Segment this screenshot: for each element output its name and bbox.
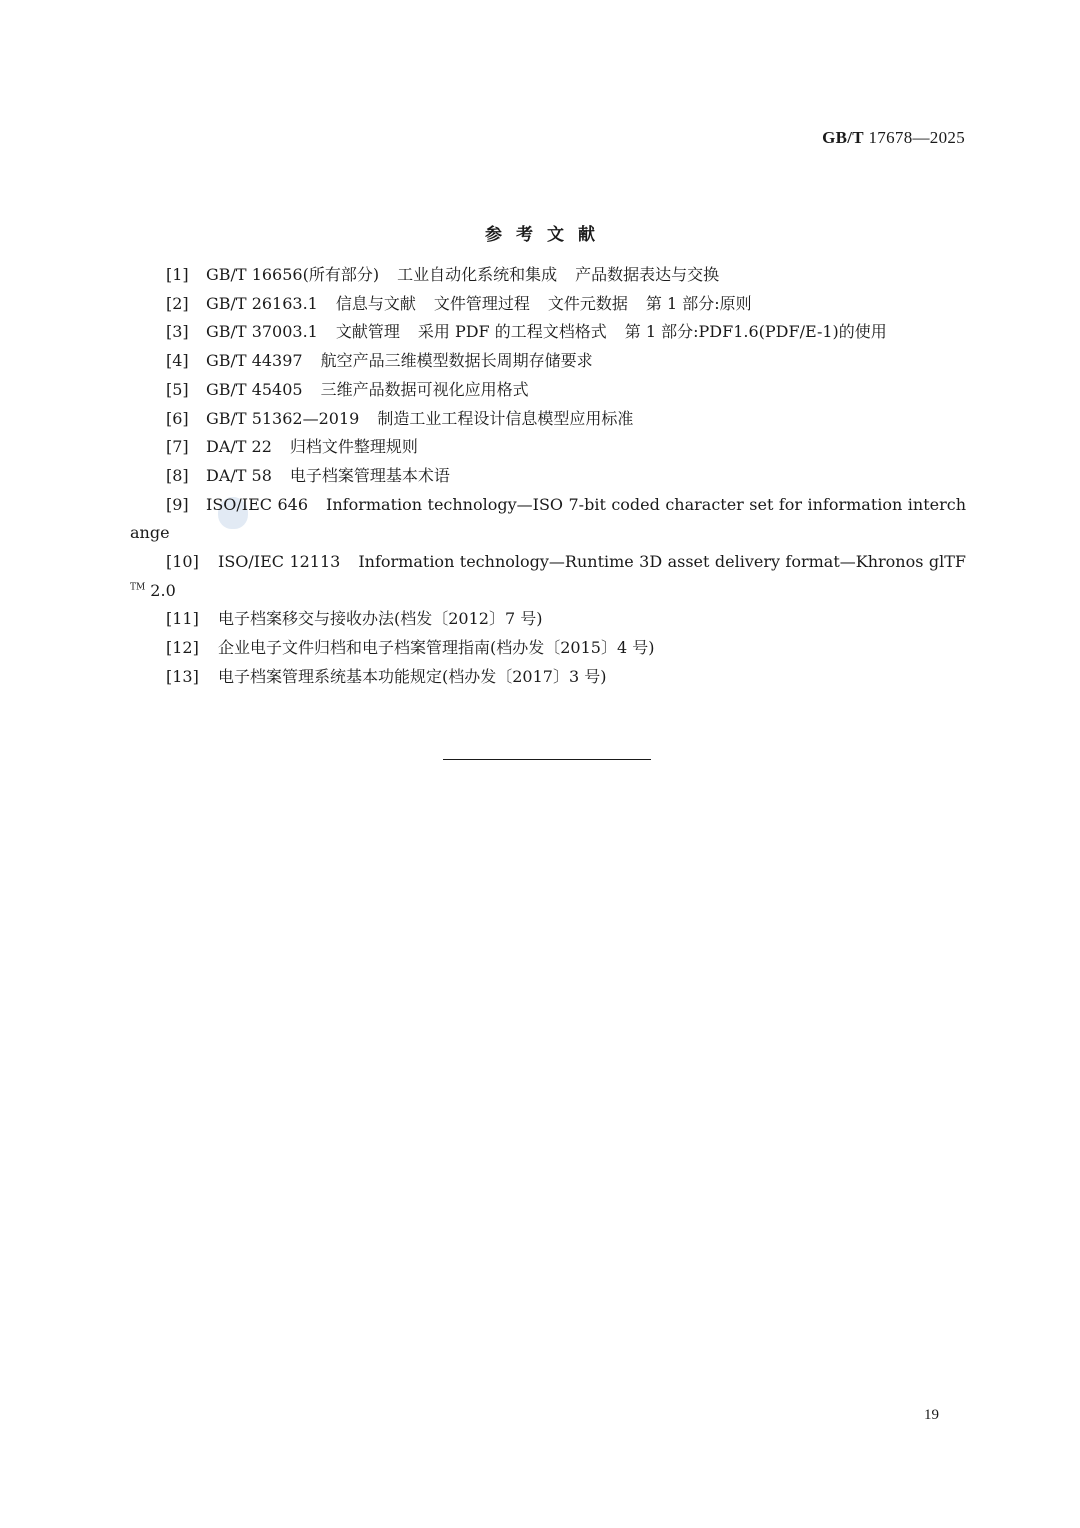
reference-title-part: 文件管理过程 <box>433 293 530 313</box>
reference-item <box>130 261 966 290</box>
reference-title-part: 信息与文献 <box>335 293 416 313</box>
reference-code: DA/T 22 <box>206 437 272 457</box>
reference-title-part: 企业电子文件归档和电子档案管理指南(档办发〔2015〕4 号) <box>218 638 655 658</box>
reference-title-part: 三维产品数据可视化应用格式 <box>320 379 529 399</box>
reference-title-part: 工业自动化系统和集成 <box>397 265 558 284</box>
reference-code: GB/T 26163.1 <box>206 293 318 313</box>
reference-item <box>130 376 966 405</box>
reference-number: [5] <box>166 379 189 399</box>
reference-title-part: 第 1 部分:PDF1.6(PDF/E-1)的使用 <box>624 322 887 342</box>
reference-number: [13] <box>166 666 199 686</box>
reference-item <box>130 290 966 319</box>
reference-number: [4] <box>166 351 189 371</box>
standard-number: 17678—2025 <box>868 128 965 147</box>
reference-title-part: Information technology—Runtime 3D asset delivery format—Khronos glTF <box>358 552 966 572</box>
reference-item <box>130 347 966 376</box>
reference-number: [1] <box>166 265 189 284</box>
reference-number: [3] <box>166 322 189 342</box>
reference-title-part: 产品数据表达与交换 <box>575 265 720 284</box>
reference-item <box>130 462 966 491</box>
end-rule-divider <box>443 759 651 760</box>
reference-title-part: 电子档案管理基本术语 <box>289 465 450 485</box>
reference-number: [8] <box>166 465 189 485</box>
reference-code: GB/T 51362—2019 <box>206 408 360 428</box>
reference-item <box>130 405 966 434</box>
reference-code: ISO/IEC 646 <box>206 494 309 514</box>
reference-title-part: 归档文件整理规则 <box>289 437 418 457</box>
reference-title-part: 第 1 部分:原则 <box>645 293 752 313</box>
reference-code: GB/T 37003.1 <box>206 322 318 342</box>
reference-code: DA/T 58 <box>206 465 272 485</box>
reference-number: [12] <box>166 638 199 658</box>
reference-item <box>130 634 966 663</box>
reference-number: [7] <box>166 437 189 457</box>
reference-item <box>130 663 966 692</box>
reference-list <box>130 261 966 692</box>
reference-item <box>130 605 966 634</box>
reference-number: [11] <box>166 609 199 629</box>
page-number: 19 <box>924 1407 939 1423</box>
page-header <box>822 128 965 148</box>
reference-title-part: 采用 PDF 的工程文档格式 <box>417 322 607 342</box>
standard-prefix: GB/T <box>822 128 864 147</box>
trademark-superscript: TM <box>130 582 146 593</box>
reference-version: 2.0 <box>145 580 176 600</box>
reference-title-part: 文献管理 <box>335 322 400 342</box>
reference-number: [2] <box>166 293 189 313</box>
reference-title-part: 文件元数据 <box>547 293 628 313</box>
reference-title-part: 电子档案移交与接收办法(档发〔2012〕7 号) <box>218 609 543 629</box>
reference-item <box>130 318 966 347</box>
reference-title-part: 电子档案管理系统基本功能规定(档办发〔2017〕3 号) <box>218 666 607 686</box>
reference-item <box>130 491 966 548</box>
section-title: 参考文献 <box>485 225 609 245</box>
reference-item <box>130 433 966 462</box>
reference-code: ISO/IEC 12113 <box>218 552 341 572</box>
reference-code: GB/T 44397 <box>206 351 303 371</box>
reference-item <box>130 548 966 605</box>
reference-number: [6] <box>166 408 189 428</box>
reference-code: GB/T 45405 <box>206 379 303 399</box>
reference-title-part: 航空产品三维模型数据长周期存储要求 <box>320 351 593 371</box>
reference-code: GB/T 16656(所有部分) <box>206 265 380 284</box>
reference-number: [10] <box>166 552 199 572</box>
reference-title-part: Information technology—ISO 7-bit coded character set for information interchange <box>130 494 967 543</box>
reference-number: [9] <box>166 494 189 514</box>
reference-title-part: 制造工业工程设计信息模型应用标准 <box>377 408 634 428</box>
